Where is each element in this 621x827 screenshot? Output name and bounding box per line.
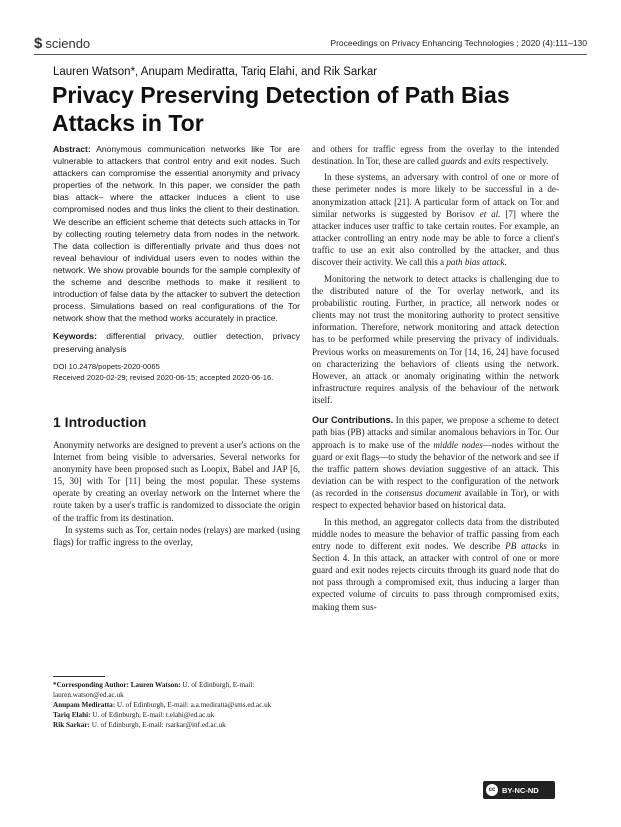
body-paragraph <box>312 171 559 268</box>
emphasis-middle-nodes: middle nodes <box>433 439 483 450</box>
emphasis-path-bias-attack: path bias attack <box>446 257 505 268</box>
left-column <box>53 143 300 548</box>
text-run: respectively. <box>500 156 549 167</box>
license-label: BY-NC-ND <box>502 785 539 795</box>
emphasis-et-al: et al. <box>479 208 501 219</box>
text-run: available in Tor), or with respect to expected behavior based on historical data. <box>312 488 559 511</box>
keywords <box>53 330 300 354</box>
footnote-author-name: *Corresponding Author: Lauren Watson: <box>53 681 181 689</box>
publisher-logo <box>34 35 90 52</box>
abstract-text: Anonymous communication networks like Tor are vulnerable to attackers that control entry and exit nodes. Such attackers can compromise the essential anonymity and privacy properties of the network. In this paper, we consider the path bias attack– where the attacker induces a client to use compromised nodes and thus links the client to their destination. We describe an efficient scheme that detects such attacks in Tor by collecting routing telemetry data from nodes in the network. The data collection is differentially private and thus does not reveal behaviour of individual users even to nodes within the network. We show provable bounds for the sample complexity of the scheme and describe methods to make it resilient to introduction of false data by the attacker to subvert the detection process. Simulations based on real configurations of the Tor network show that the method works accurately in practice. <box>53 144 300 324</box>
author-footnotes <box>53 680 303 730</box>
text-run: and <box>466 156 484 167</box>
journal-citation: Proceedings on Privacy Enhancing Technologies ; 2020 (4):111–130 <box>330 38 587 48</box>
abstract <box>53 143 300 324</box>
footnote-item <box>53 710 303 720</box>
emphasis-guards: guards <box>441 156 467 167</box>
text-run: —nodes without the guard or exit flags—to study the behavior of the network and see if the traffic pattern shows deviation suggestive of an attack. This deviation can be with respect to the configuration of the network (as recorded in the <box>312 439 559 499</box>
keywords-label: Keywords: <box>53 331 97 342</box>
text-run: in Section 4. In this attack, an attacker with control of one or more guard and exit nodes rejects circuits through its guard node that do not pass through a compromised exit, thus inducing a larger than expected volume of circuits to pass through compromised exits, making them sus- <box>312 540 559 612</box>
text-run: . <box>504 257 507 268</box>
emphasis-consensus-document: consensus document <box>385 488 462 499</box>
footnote-item <box>53 700 303 710</box>
license-badge <box>483 781 555 799</box>
text-run: In this paper, we propose a scheme to detect path bias (PB) attacks and similar anomalous behaviors in Tor. Our approach is to make use of the <box>312 415 559 450</box>
body-paragraph: Monitoring the network to detect attacks is challenging due to the distributed nature of the Tor overlay network, and its probabilistic routing. Further, in practice, all network nodes or clients may not trust the monitoring authority to protect sensitive information. Therefore, network monitoring and attack detection has to be performed while preserving the privacy of individuals. Previous works on measurements on Tor [14, 16, 24] have focused on characterizing the behaviors of clients using the network. However, an attack or anomaly originating within the network infrastructure requires analysis of the behaviour of the network itself. <box>312 273 559 406</box>
publication-info <box>53 361 300 383</box>
sciendo-logo-icon: $ <box>34 35 43 52</box>
footnote-rule <box>53 676 105 677</box>
body-paragraph <box>312 143 559 167</box>
footnote-author-name: Rik Sarkar: <box>53 721 90 729</box>
footnote-affiliation: U. of Edinburgh, E-mail: rsarkar@inf.ed.ac.uk <box>89 721 226 729</box>
text-run: and others for traffic egress from the overlay to the intended destination. In Tor, these are called <box>312 144 559 167</box>
doi-text: DOI 10.2478/popets-2020-0065 <box>53 361 160 371</box>
footnote-item <box>53 720 303 730</box>
received-dates: Received 2020-02-29; revised 2020-06-15; accepted 2020-06-16. <box>53 372 274 382</box>
intro-paragraph-2: In systems such as Tor, certain nodes (relays) are marked (using flags) for traffic ingress to the overlay, <box>53 524 300 547</box>
emphasis-pb-attacks: PB attacks <box>505 540 547 551</box>
contributions-paragraph <box>312 414 559 511</box>
intro-paragraph-1: Anonymity networks are designed to prevent a user's actions on the Internet from being visible to adversaries. Several networks for anonymity have been proposed such as Loopix, Babel and JAP [6, 15, 30] with Tor [11] being the most popular. These systems operate by creating an overlay network on the Internet where the route taken by a user's traffic is randomized to dissociate the origin of the traffic from its destination. <box>53 439 300 523</box>
body-paragraph <box>312 516 559 613</box>
footnote-affiliation: U. of Edinburgh, E-mail: a.a.mediratta@sms.ed.ac.uk <box>115 701 272 709</box>
footnote-author-name: Tariq Elahi: <box>53 711 91 719</box>
abstract-label: Abstract: <box>53 144 91 154</box>
section-heading-introduction: 1 Introduction <box>53 413 147 430</box>
header-rule <box>34 54 587 55</box>
footnote-author-name: Anupam Mediratta: <box>53 701 116 709</box>
text-run: In these systems, an adversary with control of one or more of these perimeter nodes is more likely to be successful in a de-anonymization attack [21]. A particular form of attack on Tor and similar networks is suggested by Borisov <box>312 172 559 219</box>
creative-commons-icon: cc <box>486 784 498 796</box>
author-list: Lauren Watson*, Anupam Mediratta, Tariq Elahi, and Rik Sarkar <box>53 66 378 78</box>
emphasis-exits: exits <box>483 156 501 167</box>
publisher-name: sciendo <box>45 36 91 51</box>
text-run: In this method, an aggregator collects data from the distributed middle nodes to measure the behavior of traffic passing from each entry node to different exit nodes. We describe <box>312 516 559 551</box>
paper-title: Privacy Preserving Detection of Path Bias Attacks in Tor <box>52 82 510 136</box>
keywords-text: differential privacy, outlier detection, privacy preserving analysis <box>53 331 300 354</box>
footnote-affiliation: U. of Edinburgh, E-mail: t.elahi@ed.ac.uk <box>90 711 215 719</box>
text-run: [7] where the attacker induces user traffic to take certain routes. For example, an attacker controlling an entry node may be able to force a client's traffic to use an exit also controlled by the attacker, and thus discover their activity. We call this a <box>312 208 560 268</box>
footnote-affiliation: U. of Edinburgh, E-mail: lauren.watson@ed.ac.uk <box>53 681 255 699</box>
contributions-label: Our Contributions. <box>312 415 394 426</box>
footnote-item <box>53 680 303 700</box>
right-column <box>312 143 559 613</box>
